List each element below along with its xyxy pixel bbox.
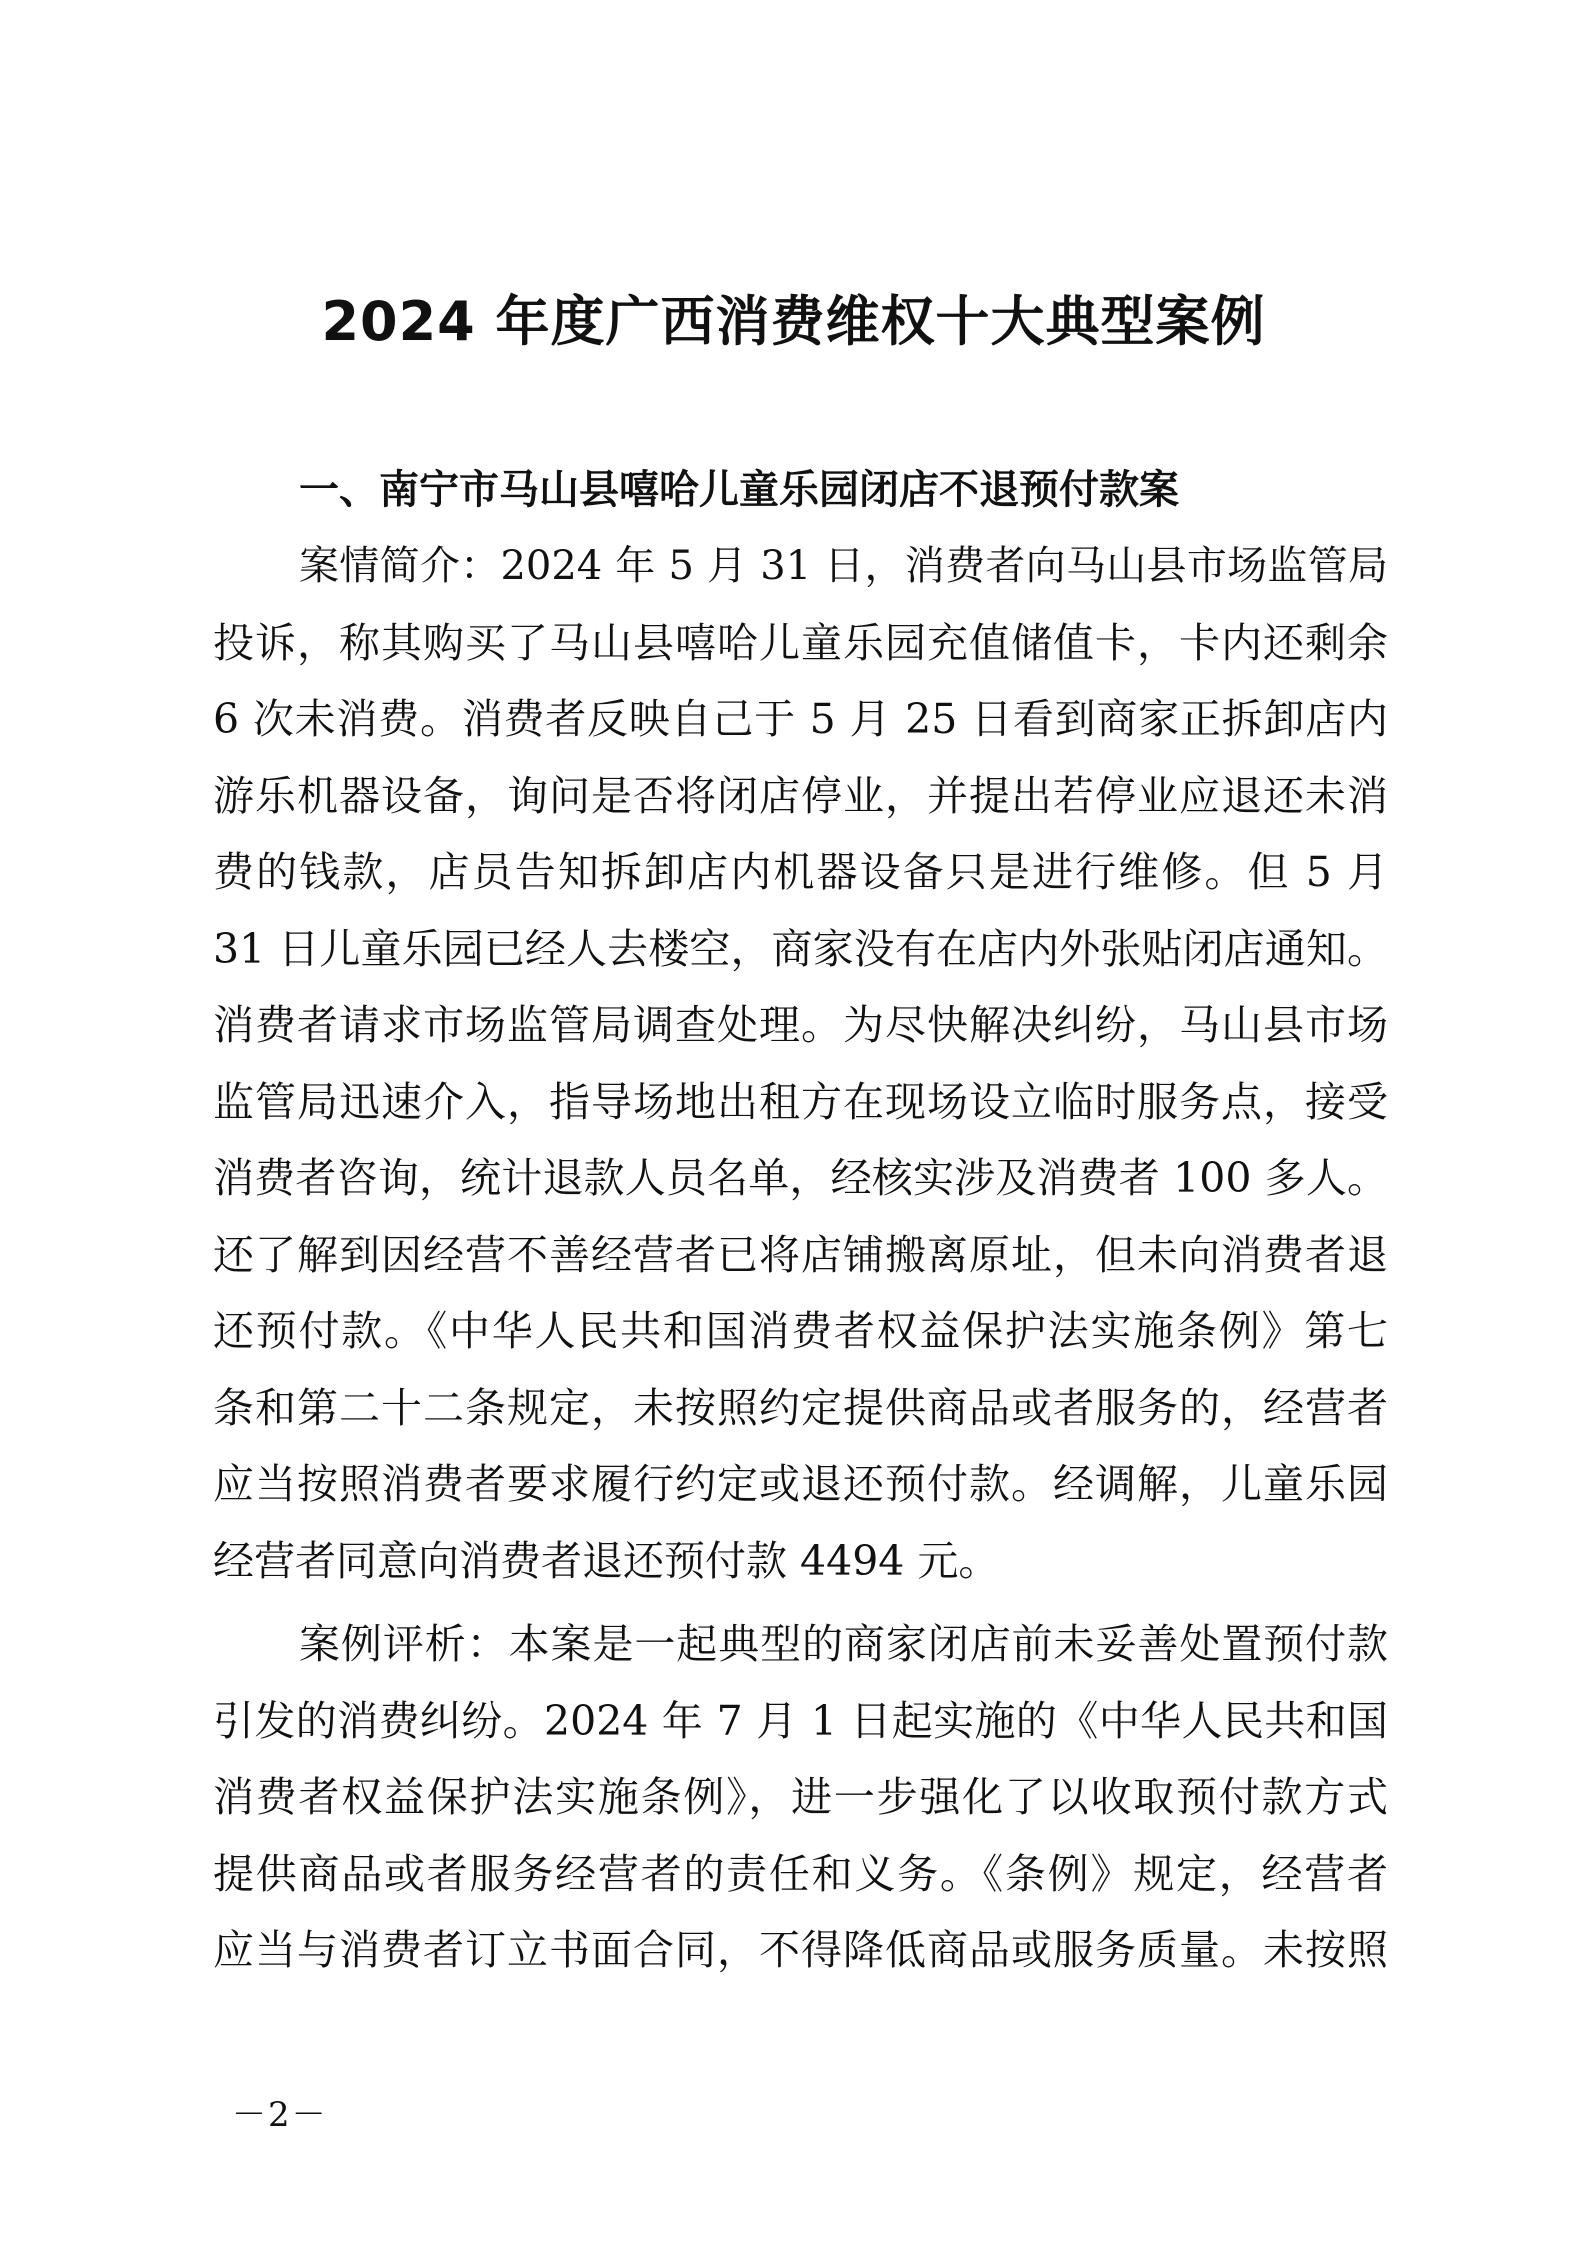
text-line: 引发的消费纠纷。2024 年 7 月 1 日起实施的《中华人民共和国 — [213, 1696, 1388, 1745]
page-number: －2－ — [232, 2095, 328, 2135]
document-body — [213, 452, 1388, 1989]
text-line: 案情简介：2024 年 5 月 31 日，消费者向马山县市场监管局 — [299, 543, 1388, 589]
text-line: 还了解到因经营不善经营者已将店铺搬离原址，但未向消费者退 — [213, 1230, 1388, 1279]
text-line: 应当与消费者订立书面合同，不得降低商品或服务质量。未按照 — [213, 1926, 1388, 1974]
text-line: 应当按照消费者要求履行约定或退还预付款。经调解，儿童乐园 — [213, 1460, 1388, 1508]
text-line: 6 次未消费。消费者反映自己于 5 月 25 日看到商家正拆卸店内 — [213, 695, 1388, 743]
text-line: 31 日儿童乐园已经人去楼空，商家没有在店内外张贴闭店通知。 — [213, 924, 1388, 973]
text-line: 条和第二十二条规定，未按照约定提供商品或者服务的，经营者 — [213, 1383, 1388, 1432]
text-line: 消费者权益保护法实施条例》，进一步强化了以收取预付款方式 — [213, 1773, 1388, 1821]
text-line: 投诉，称其购买了马山县嘻哈儿童乐园充值储值卡，卡内还剩余 — [213, 618, 1388, 667]
paragraph-case-analysis — [213, 1606, 1388, 1989]
paragraph-case-summary — [213, 528, 1388, 1599]
document-title: 2024 年度广西消费维权十大典型案例 — [321, 290, 1266, 353]
text-line: 消费者咨询，统计退款人员名单，经核实涉及消费者 100 多人。 — [213, 1154, 1388, 1202]
text-line: 游乐机器设备，询问是否将闭店停业，并提出若停业应退还未消 — [213, 771, 1388, 820]
text-line: 还预付款。《中华人民共和国消费者权益保护法实施条例》第七 — [213, 1307, 1388, 1355]
text-line: 提供商品或者服务经营者的责任和义务。《条例》规定，经营者 — [213, 1849, 1388, 1898]
text-line: 费的钱款，店员告知拆卸店内机器设备只是进行维修。但 5 月 — [213, 848, 1388, 896]
text-line: 经营者同意向消费者退还预付款 4494 元。 — [213, 1536, 1000, 1585]
text-line: 消费者请求市场监管局调查处理。为尽快解决纠纷，马山县市场 — [213, 1001, 1388, 1049]
text-line: 监管局迅速介入，指导场地出租方在现场设立临时服务点，接受 — [213, 1077, 1388, 1126]
section-heading: 一、南宁市马山县嘻哈儿童乐园闭店不退预付款案 — [299, 467, 1179, 513]
text-line: 案例评析：本案是一起典型的商家闭店前未妥善处置预付款 — [299, 1620, 1388, 1668]
